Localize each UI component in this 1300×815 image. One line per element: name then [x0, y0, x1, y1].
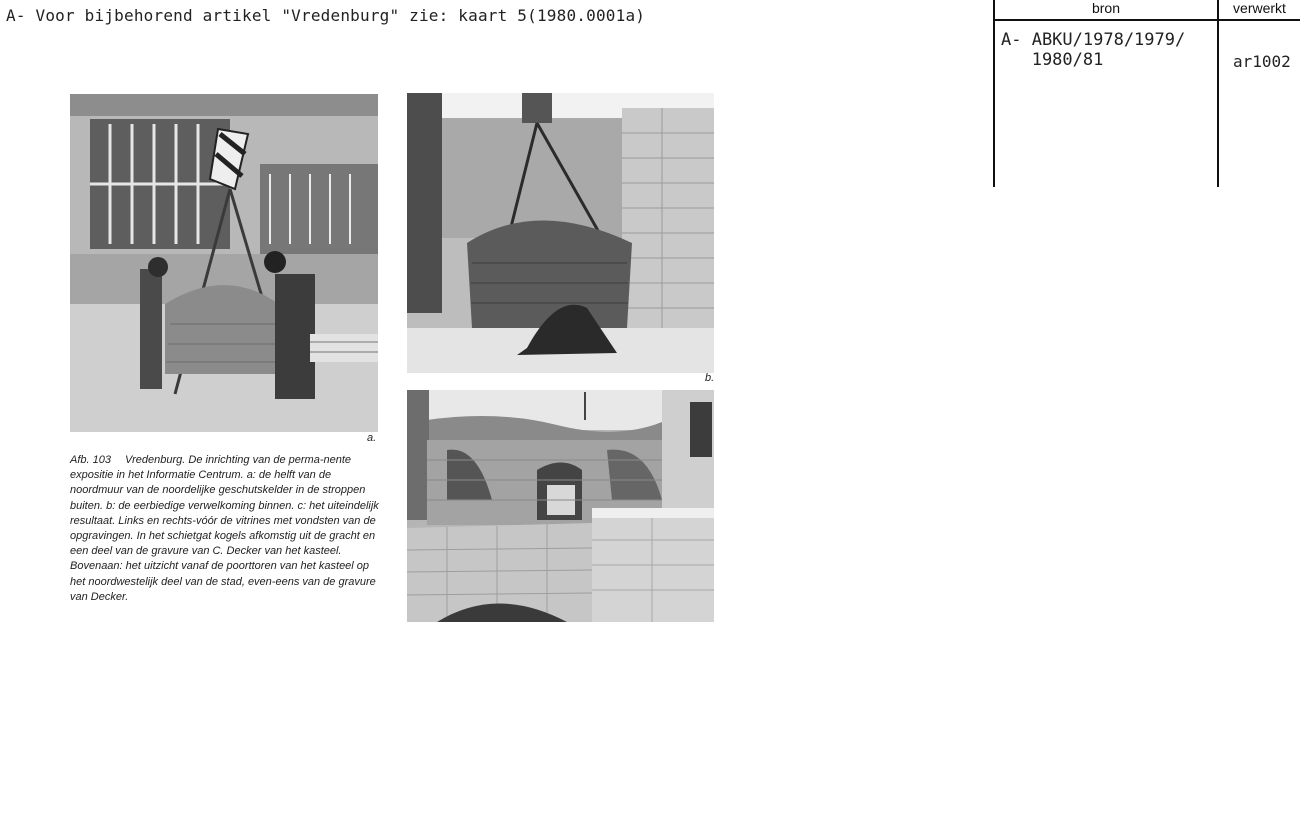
photo-a [70, 94, 378, 432]
table-header-rule [993, 19, 1300, 21]
photo-a-label: a. [367, 432, 377, 444]
table-border-left [993, 0, 995, 187]
photo-b-label: b. [705, 372, 715, 384]
bron-line-2: 1980/81 [1001, 50, 1104, 70]
photo-b [407, 93, 714, 373]
photo-c [407, 390, 714, 622]
photo-a-image [70, 94, 378, 432]
photo-b-image [407, 93, 714, 373]
bron-entry [1001, 30, 1185, 70]
reference-header: A- Voor bijbehorend artikel "Vredenburg" zie: kaart 5(1980.0001a) [6, 6, 646, 25]
photo-c-image [407, 390, 714, 622]
table-border-middle [1217, 0, 1219, 187]
verwerkt-entry: ar1002 [1233, 52, 1291, 71]
figure-number: Afb. 103 [70, 454, 111, 466]
figure-caption [70, 453, 380, 605]
column-header-verwerkt: verwerkt [1233, 0, 1286, 16]
figure-caption-text: Vredenburg. De inrichting van de perma-nente expositie in het Informatie Centrum. a: de helft van de noordmuur van de noordelijke geschutskelder in de stroppen buiten. b: de eerbiedige verwelkoming binnen. c: het uiteindelijk resultaat. Links en rechts-vóór de vitrines met vondsten van de opgravingen. In het schietgat kogels afkomstig uit de gracht en een deel van de gravure van C. Decker van het kasteel. Bovenaan: het uitzicht vanaf de poorttoren van het kasteel op het noordwestelijk deel van de stad, even-eens van de gravure van Decker. [70, 454, 379, 603]
bron-line-1: A- ABKU/1978/1979/ [1001, 30, 1186, 50]
column-header-bron: bron [1091, 0, 1121, 16]
index-card-table [993, 0, 1300, 187]
